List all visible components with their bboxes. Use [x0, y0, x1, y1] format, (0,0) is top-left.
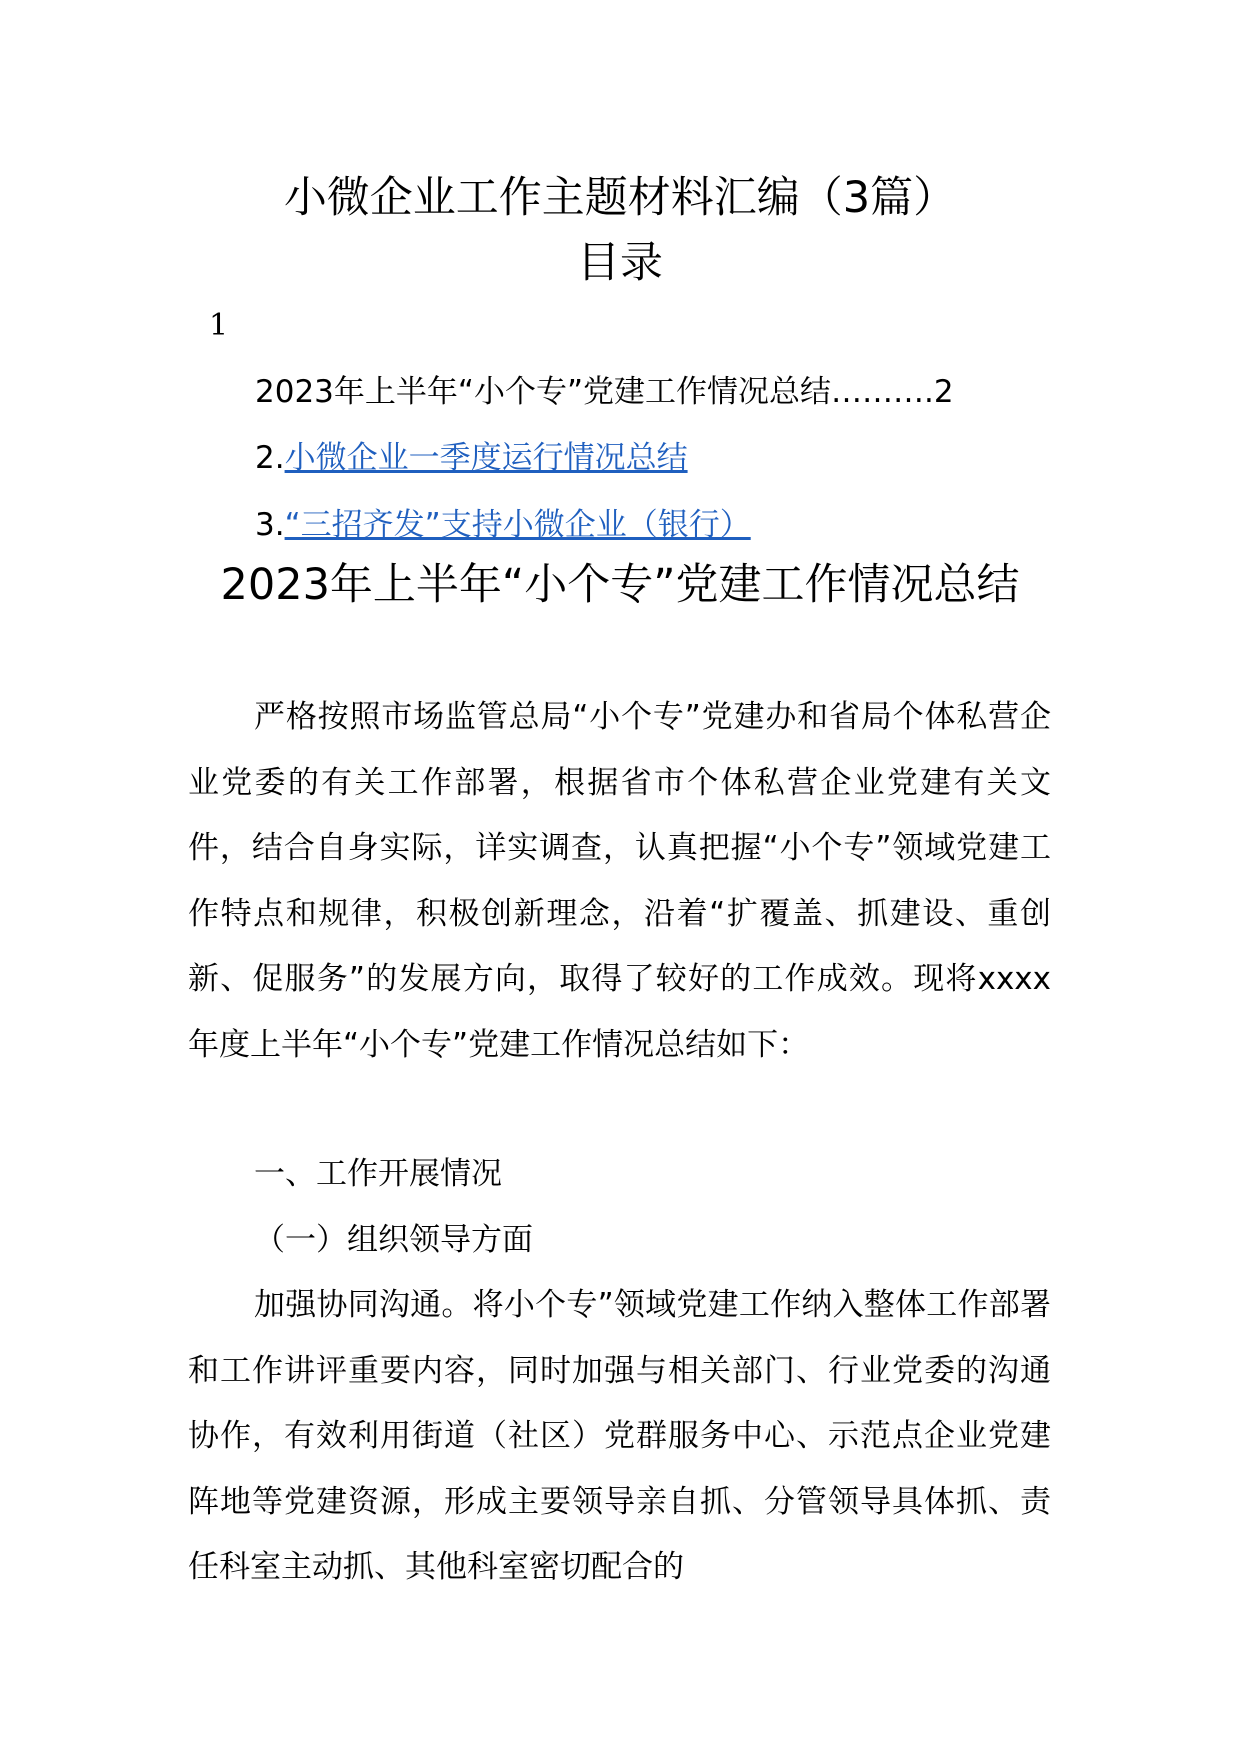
- toc-entry-2[interactable]: [255, 436, 688, 480]
- toc-heading: 目录: [577, 238, 663, 288]
- document-title: 小微企业工作主题材料汇编（3篇）: [283, 173, 957, 223]
- section-heading: 一、工作开展情况: [254, 1156, 502, 1192]
- toc-link-2[interactable]: 小微企业一季度运行情况总结: [284, 440, 688, 476]
- intro-paragraph: 严格按照市场监管总局“小个专”党建办和省局个体私营企业党委的有关工作部署，根据省市个体私营企业党建有关文件，结合自身实际，详实调查，认真把握“小个专”领域党建工作特点和规律，积极创新理念，沿着“扩覆盖、抓建设、重创新、促服务”的发展方向，取得了较好的工作成效。现将xxxx年度上半年“小个专”党建工作情况总结如下：: [188, 699, 1051, 1063]
- toc-entry-prefix: 3.: [255, 507, 285, 543]
- toc-entry-3[interactable]: [255, 503, 751, 547]
- subsection-heading: （一）组织领导方面: [254, 1222, 533, 1258]
- toc-entry-label: 2023年上半年“小个专”党建工作情况总结……….2: [255, 374, 954, 410]
- toc-entry-1: [255, 370, 954, 414]
- page-marker: 1: [209, 308, 229, 343]
- body-paragraph: 加强协同沟通。将小个专”领域党建工作纳入整体工作部署和工作讲评重要内容，同时加强与相关部门、行业党委的沟通协作，有效利用街道（社区）党群服务中心、示范点企业党建阵地等党建资源，形成主要领导亲自抓、分管领导具体抓、责任科室主动抓、其他科室密切配合的: [188, 1287, 1051, 1585]
- toc-link-3[interactable]: “三招齐发”支持小微企业（银行）: [284, 507, 751, 543]
- article-title: 2023年上半年“小个专”党建工作情况总结: [220, 560, 1020, 610]
- toc-entry-prefix: 2.: [255, 440, 285, 476]
